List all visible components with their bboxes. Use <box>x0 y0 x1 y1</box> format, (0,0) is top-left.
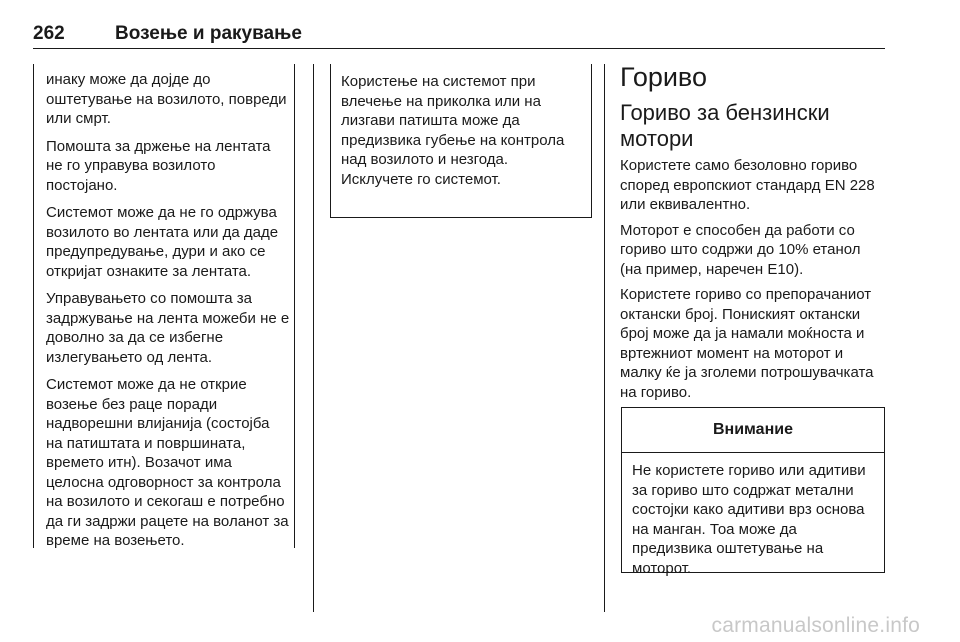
warning-title: Внимание <box>622 408 884 453</box>
watermark: carmanualsonline.info <box>711 614 920 637</box>
paragraph: Помошта за држење на лентата не го управува возилото постојано. <box>46 137 271 194</box>
warning-box <box>621 407 885 577</box>
note-text: Користење на системот при влечење на приколка или на лизгави патишта може да предизвика губење на контрола над возилото и незгода. Исклучете го системот. <box>341 73 565 188</box>
note-box <box>330 64 592 218</box>
column-divider <box>313 64 314 612</box>
page-number: 262 <box>33 23 65 44</box>
section-title: Возење и ракување <box>115 23 302 44</box>
warning-text: Не користете гориво или адитиви за гориво што содржат метални состојки како адитиви врз основа на манган. Тоа може да предизвика оштетување на моторот. <box>632 462 866 577</box>
paragraph: Системот може да не открие возење без раце поради надворешни влијанија (состојба на патиштата и површината, времето итн). Возачот има целосна одговорност за контрола на возилото и секогаш е потребно да ги задржи рацете на воланот за време на возењето. <box>46 376 289 549</box>
paragraph: Користете гориво со препорачаниот октански број. Пониският октански број може да ја намали моќноста и вртежниот момент на моторот и малку ќе ја зголеми потрошувачката на гориво. <box>620 286 874 401</box>
column-fuel <box>620 60 888 408</box>
paragraph: Користете само безоловно гориво според европскиот стандард EN 228 или еквивалентно. <box>620 157 875 213</box>
paragraph: Системот може да не го одржува возилото во лентата или да даде предупредување, дури и ако се откријат ознаките за лентата. <box>46 204 279 280</box>
paragraph: инаку може да дојде до оштетување на возилото, повреди или смрт. <box>46 71 287 127</box>
column-divider <box>604 64 605 612</box>
paragraph: Моторот е способен да работи со гориво што содржи до 10% етанол (на пример, наречен E10). <box>620 221 861 278</box>
subsection-heading: Гориво за бензински мотори <box>620 100 830 151</box>
column-lane-assist <box>33 64 295 548</box>
section-heading: Гориво <box>620 62 707 92</box>
page-header <box>33 20 885 49</box>
paragraph: Управувањето со помошта за задржување на лента можеби не е доволно за да се избегне излегувањето од лента. <box>46 290 290 366</box>
